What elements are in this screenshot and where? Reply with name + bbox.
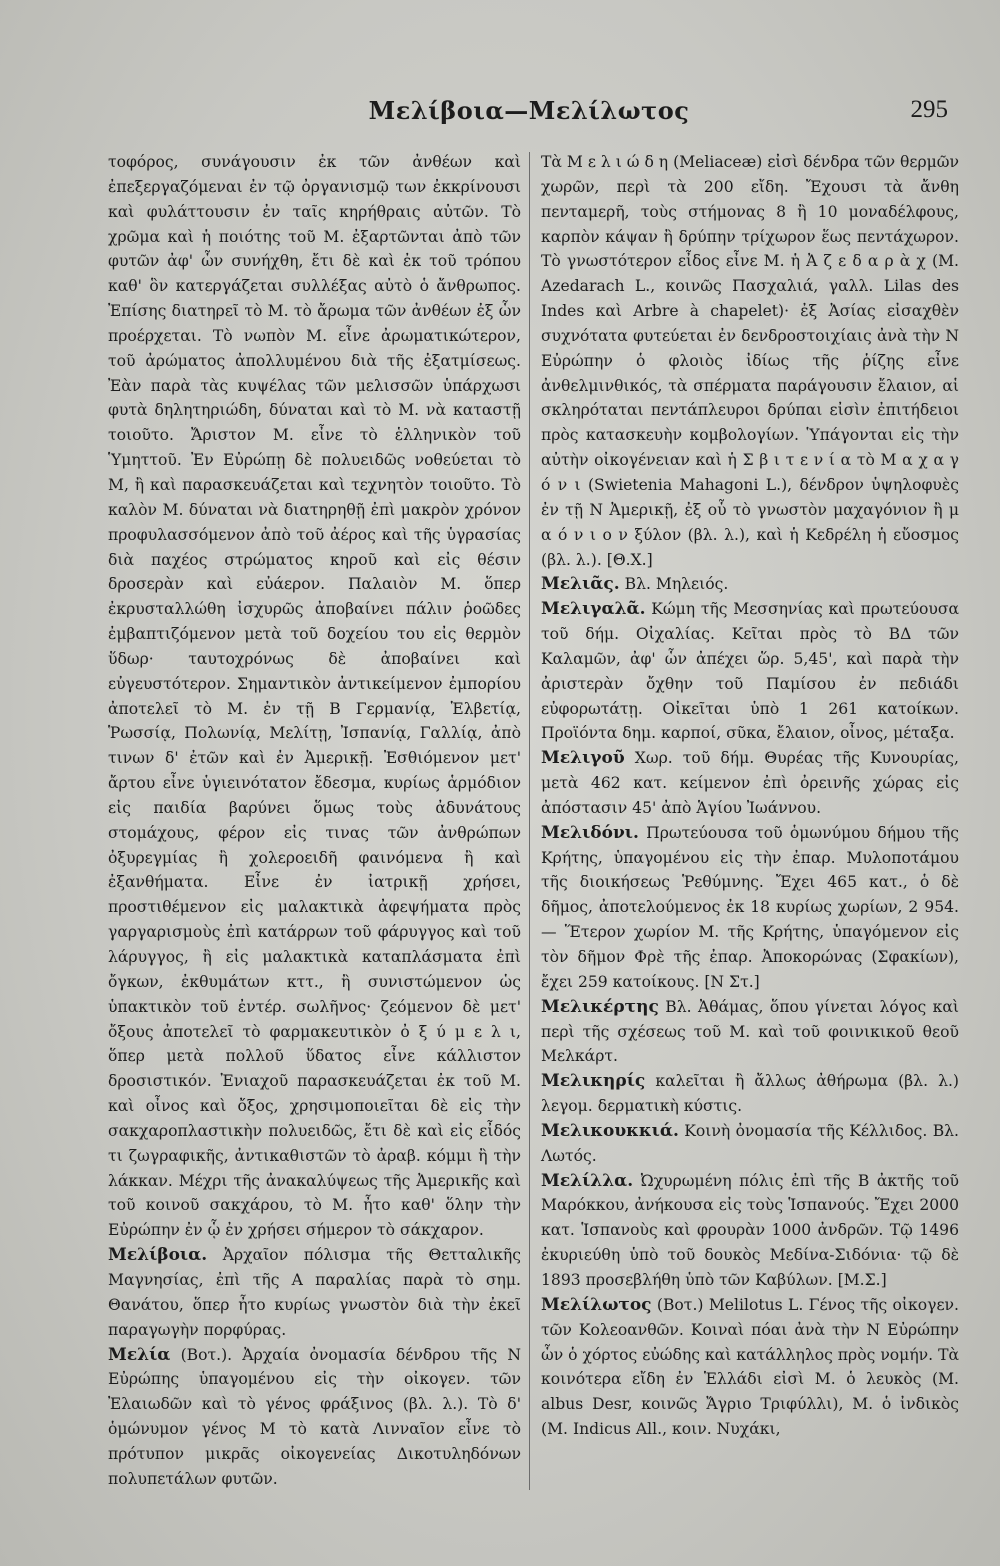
- entry-melia: [108, 1343, 521, 1492]
- entry-headword: Μελία: [108, 1344, 171, 1365]
- entry-headword: Μελίλλα.: [541, 1170, 634, 1191]
- entry-headword: Μελιγοῦ: [541, 748, 625, 769]
- entry-melilotos: [541, 1293, 959, 1442]
- entry-melikiris: [541, 1069, 959, 1119]
- entry-headword: Μελίβοια.: [108, 1245, 208, 1266]
- right-column: [541, 150, 959, 1566]
- entry-headword: Μελικέρτης: [541, 996, 659, 1017]
- entry-continuation: [108, 150, 521, 1243]
- entry-text: Χωρ. τοῦ δήμ. Θυρέας τῆς Κυνουρίας, μετὰ 462 κατ. κείμενον ἐπὶ ὀρεινῆς χώρας εἰς ἀπόστασιν 45' ἀπὸ Ἁγίου Ἰωάννου.: [541, 749, 959, 817]
- entry-text: τοφόρος, συνάγουσιν ἐκ τῶν ἀνθέων καὶ ἐπεξεργαζόμεναι ἐν τῷ ὀργανισμῷ των ἐκκρίνουσι καὶ φυλάττουσιν ἐν ταῖς κηρήθραις αὐτῶν. Τὸ χρῶμα καὶ ἡ ποιότης τοῦ Μ. ἐξαρτῶνται ἀπὸ τῶν φυτῶν ἀφ' ὧν συνήχθη, ἔτι δὲ καὶ ἐκ τοῦ τρόπου καθ' ὃν κατεργάζεται συλλέξας αὐτὸ ὁ ἄνθρωπος. Ἐπίσης διατηρεῖ τὸ Μ. τὸ ἄρωμα τῶν ἀνθέων ἐξ ὧν προέρχεται. Τὸ νωπὸν Μ. εἶνε ἀρωματικώτερον, τοῦ ἀρώματος ἀπολλυμένου διὰ τῆς ἐξατμίσεως. Ἐὰν παρὰ τὰς κυψέλας τῶν μελισσῶν ὑπάρχωσι φυτὰ δηλητηριώδη, δύναται καὶ τὸ Μ. νὰ καταστῇ τοιοῦτο. Ἄριστον Μ. εἶνε τὸ ἑλληνικὸν τοῦ Ὑμηττοῦ. Ἐν Εὐρώπῃ δὲ πολυειδῶς νοθεύεται τὸ Μ, ἢ καὶ παρασκευάζεται καὶ τεχνητὸν τοιοῦτο. Τὸ καλὸν Μ. δύναται νὰ διατηρηθῇ ἐπὶ μακρὸν χρόνον προφυλασσόμενον ἀπὸ τοῦ ἀέρος καὶ τῆς ὑγρασίας διὰ παχέος στρώματος κηροῦ καὶ εἰς θέσιν δροσερὰν καὶ εὐάερον. Παλαιὸν Μ. ὅπερ ἐκρυσταλλώθη ἰσχυρῶς ἀποβαίνει πάλιν ῥοῶδες ἐμβαπτιζόμενον μετὰ τοῦ δοχείου του εἰς θερμὸν ὕδωρ· ταυτοχρόνως δὲ ἀποβαίνει καὶ εὐγευστότερον. Σημαντικὸν ἀντικείμενον ἐμπορίου ἀποτελεῖ τὸ Μ. ἐν τῇ Β Γερμανίᾳ, Ἑλβετίᾳ, Ῥωσσίᾳ, Πολωνίᾳ, Μελίτῃ, Ἰσπανίᾳ, Γαλλίᾳ, ἀπὸ τινων δ' ἐτῶν καὶ ἐν Ἀμερικῇ. Ἐσθιόμενον μετ' ἄρτου εἶνε ὑγιεινότατον ἔδεσμα, κυρίως ἁρμόδιον εἰς παιδία βαρύνει ὅμως τοὺς ἀδυνάτους στομάχους, φέρον εἰς τινας τῶν ἀνθρώπων ὀξυρεγμίας ἢ χολεροειδῆ φαινόμενα ἢ καὶ ἐξανθήματα. Εἶνε ἐν ἰατρικῇ χρήσει, προστιθέμενον εἰς μαλακτικὰ ἀφεψήματα πρὸς γαργαρισμοὺς ἐπὶ κατάρρων τοῦ φάρυγγος καὶ τοῦ λάρυγγος, ἢ εἰς μαλακτικὰ καταπλάσματα ἐπὶ ὄγκων, ἐκθυμάτων κττ., ἢ συνιστώμενον ὡς ὑπακτικὸν τοῦ ἐντέρ. σωλῆνος· ζεόμενον δὲ μετ' ὄξους ἀποτελεῖ τὸ φαρμακευτικὸν ὀ ξ ύ μ ε λ ι, ὅπερ μετὰ πολλοῦ ὕδατος εἶνε κάλλιστον δροσιστικόν. Ἐνιαχοῦ παρασκευάζεται ἐκ τοῦ Μ. καὶ οἶνος καὶ ὄξος, χρησιμοποιεῖται δὲ εἰς τὴν σακχαροπλαστικὴν πολυειδῶς, ἔτι δὲ καὶ εἰς εἶδός τι ζωγραφικῆς, ἀντικαθιστῶν τὸ ἀραβ. κόμμι ἢ τὴν λάκκαν. Μέχρι τῆς ἀνακαλύψεως τῆς Ἀμερικῆς καὶ τοῦ κοινοῦ σακχάρου, τὸ Μ. ἦτο καθ' ὅλην τὴν Εὐρώπην ἐν ᾧ ἐν χρήσει σήμερον τὸ σάκχαρον.: [108, 153, 521, 1240]
- entry-headword: Μελιγαλᾶ.: [541, 599, 646, 620]
- page-header: [110, 96, 948, 132]
- entry-melikertis: [541, 995, 959, 1070]
- entry-text: καλεῖται ἢ ἄλλως ἀθήρωμα (βλ. λ.) λεγομ. δερματικὴ κύστις.: [541, 1072, 959, 1116]
- entry-continuation: [541, 150, 959, 572]
- entry-text: Ὠχυρωμένη πόλις ἐπὶ τῆς Β ἀκτῆς τοῦ Μαρόκκου, ἀνήκουσα εἰς τοὺς Ἱσπανούς. Ἔχει 2000 κατ. Ἱσπανοὺς καὶ φρουρὰν 1000 ἀνδρῶν. Τῷ 1496 ἐκυριεύθη ὑπὸ τοῦ δουκὸς Μεδίνα-Σιδόνια· τῷ δὲ 1893 προσεβλήθη ὑπὸ τῶν Καβύλων. [Μ.Σ.]: [541, 1171, 959, 1289]
- entry-text: Κοινὴ ὀνομασία τῆς Κέλλιδος. Βλ. Λωτός.: [541, 1121, 959, 1165]
- running-head: Μελίβοια—Μελίλωτος: [368, 96, 690, 125]
- entry-text: Κώμη τῆς Μεσσηνίας καὶ πρωτεύουσα τοῦ δήμ. Οἰχαλίας. Κεῖται πρὸς τὸ ΒΔ τῶν Καλαμῶν, ἀφ' ὧν ἀπέχει ὥρ. 5,45', καὶ παρὰ τὴν ἀριστερὰν ὄχθην τοῦ Παμίσου ἐν πεδιάδι εὐφορωτάτῃ. Οἰκεῖται ὑπὸ 1 261 κατοίκων. Προϊόντα δημ. καρποί, σῦκα, ἔλαιον, οἶνος, μέταξα.: [541, 600, 959, 743]
- entry-text: Πρωτεύουσα τοῦ ὁμωνύμου δήμου τῆς Κρήτης, ὑπαγομένου εἰς τὴν ἐπαρ. Μυλοποτάμου τῆς διοικήσεως Ῥεθύμνης. Ἔχει 465 κατ., ὁ δὲ δῆμος, ἀποτελούμενος ἐκ 18 κυρίως χωρίων, 2 954. — Ἕτερον χωρίον Μ. τῆς Κρήτης, ὑπαγόμενον εἰς τὸν δῆμον Φρὲ τῆς ἐπαρ. Ἀποκορώνας (Σφακίων), ἔχει 259 κατοίκους. [Ν Στ.]: [541, 823, 959, 991]
- entry-text: Τὰ Μ ε λ ι ώ δ η (Meliaceæ) εἰσὶ δένδρα τῶν θερμῶν χωρῶν, περὶ τὰ 200 εἴδη. Ἔχουσι τὰ ἄνθη πενταμερῆ, τοὺς στήμονας 8 ἢ 10 μοναδέλφους, καρπὸν κάψαν ἢ δρύπην τρίχωρον ἕως πεντάχωρον. Τὸ γνωστότερον εἶδος εἶνε Μ. ἡ Ἀ ζ ε δ α ρ ὰ χ (M. Azedarach L., κοινῶς Πασχαλιά, γαλλ. Lilas des Indes καὶ Arbre à chapelet)· ἐξ Ἀσίας εἰσαχθὲν συχνότατα φυτεύεται ἐν δενδροστοιχίαις ἀνὰ τὴν Ν Εὐρώπην ὁ φλοιὸς ἰδίως τῆς ῥίζης εἶνε ἀνθελμινθικός, τὰ σπέρματα παράγουσιν ἔλαιον, αἱ σκληρόταται πεντάπλευροι δρύπαι εἰσὶν ἐπιτήδειοι πρὸς κατασκευὴν κομβολογίων. Ὑπάγονται εἰς τὴν αὐτὴν οἰκογένειαν καὶ ἡ Σ β ι τ ε ν ί α τὸ Μ α χ α γ ό ν ι (Swietenia Mahagoni L.), δένδρον ὑψηλοφυὲς ἐν τῇ Ν Ἀμερικῇ, ἐξ οὗ τὸ γνωστὸν μαχαγόνιον ἢ μ α ό ν ι ο ν ξύλον (βλ. λ.), καὶ ἡ Κεδρέλη ἡ εὔοσμος (βλ. λ.). [Θ.Χ.]: [541, 153, 959, 569]
- entry-headword: Μελικουκκιά.: [541, 1120, 679, 1141]
- entry-headword: Μελιᾶς.: [541, 574, 620, 595]
- entry-headword: Μελιδόνι.: [541, 822, 639, 843]
- entry-melidoni: [541, 821, 959, 995]
- entry-meligou: [541, 746, 959, 821]
- entry-headword: Μελίλωτος: [541, 1294, 652, 1315]
- entry-text: Ἀρχαῖον πόλισμα τῆς Θετταλικῆς Μαγνησίας, ἐπὶ τῆς Α παραλίας παρὰ τὸ σημ. Θανάτου, ὅπερ ἦτο κυρίως γνωστὸν διὰ τὴν ἐκεῖ παραγωγὴν πορφύρας.: [108, 1246, 521, 1339]
- entry-melilla: [541, 1169, 959, 1293]
- entry-meligala: [541, 597, 959, 746]
- column-divider: [529, 152, 530, 1490]
- entry-melias: [541, 572, 959, 597]
- entry-text: Βλ. Μηλειός.: [619, 575, 729, 594]
- entry-headword: Μελικηρίς: [541, 1071, 646, 1092]
- entry-text: Βλ. Ἀθάμας, ὅπου γίνεται λόγος καὶ περὶ τῆς σχέσεως τοῦ Μ. καὶ τοῦ φοινικικοῦ θεοῦ Μελκάρτ.: [541, 997, 959, 1066]
- entry-text: (Βοτ.). Ἀρχαία ὀνομασία δένδρου τῆς Ν Εὐρώπης ὑπαγομένου εἰς τὴν οἰκογεν. τῶν Ἐλαιωδῶν καὶ τὸ γένος φράξινος (βλ. λ.). Τὸ δ' ὁμώνυμον γένος Μ τὸ κατὰ Λινναῖον εἶνε τὸ πρότυπον μικρᾶς οἰκογενείας Δικοτυληδόνων πολυπετάλων φυτῶν.: [108, 1345, 521, 1488]
- entry-meliboia: [108, 1243, 521, 1342]
- page-number: 295: [910, 96, 948, 123]
- entry-text: (Βοτ.) Melilotus L. Γένος τῆς οἰκογεν. τῶν Κολεοανθῶν. Κοιναὶ πόαι ἀνὰ τὴν Ν Εὐρώπην ὧν ὁ χόρτος εὐώδης καὶ κατάλληλος πρὸς νομήν. Τὰ κοινότερα εἴδη ἐν Ἑλλάδι εἰσὶ Μ. ὁ λευκὸς (M. albus Desr, κοινῶς Ἄγριο Τριφύλλι), Μ. ὁ ἰνδικὸς (M. Indicus All., κοιν. Νυχάκι,: [541, 1295, 959, 1439]
- entry-melikoukkia: [541, 1119, 959, 1169]
- left-column: [108, 150, 521, 1566]
